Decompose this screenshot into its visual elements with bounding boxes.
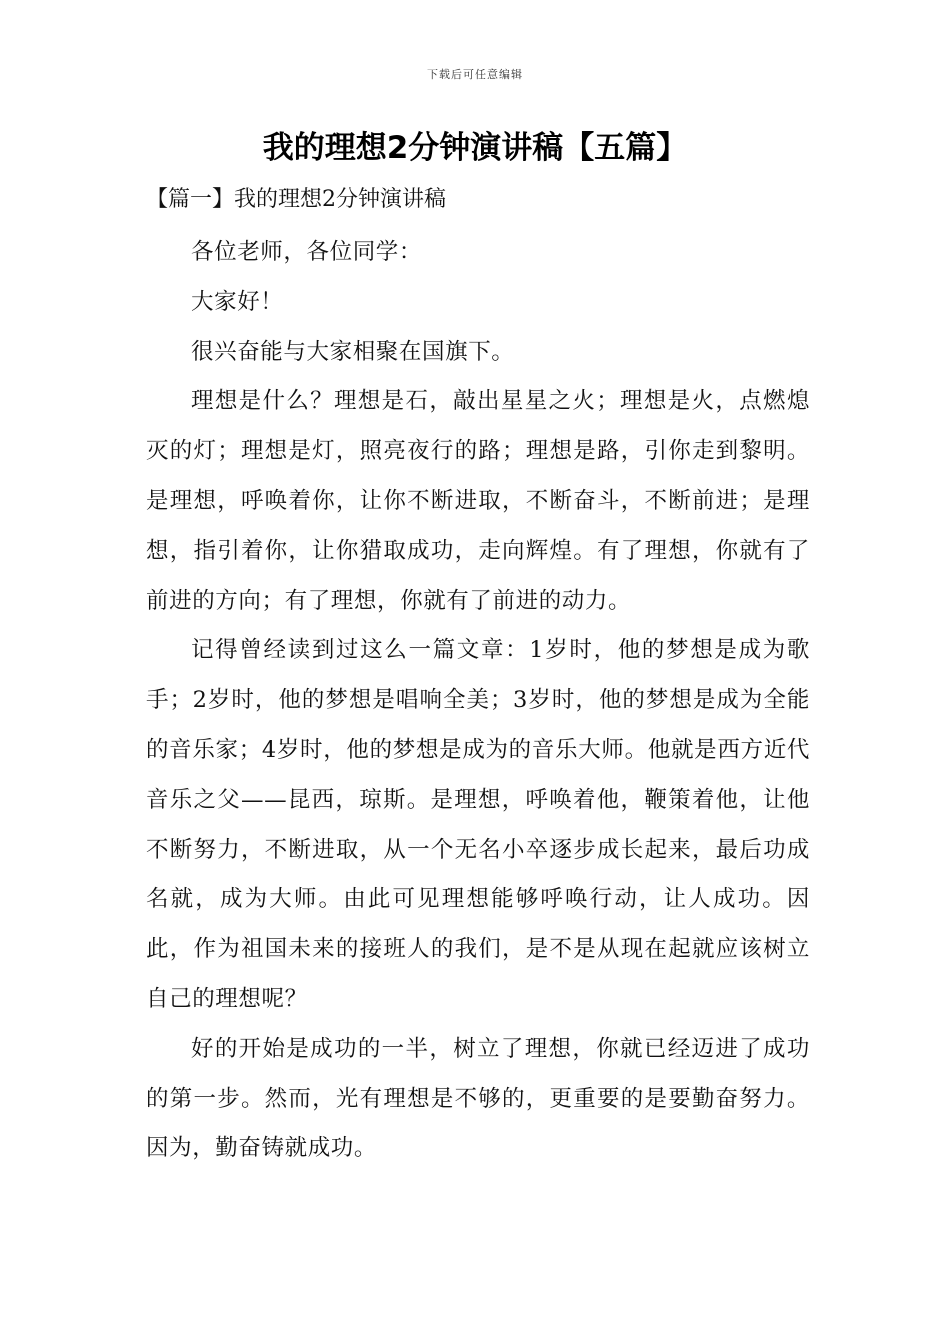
paragraph-intro: 很兴奋能与大家相聚在国旗下。 — [191, 338, 515, 365]
header-note: 下载后可任意编辑 — [427, 68, 523, 81]
paragraph-what-is-ideal: 理想是什么？理想是石，敲出星星之火；理想是火，点燃熄灭的灯；理想是灯，照亮夜行的路；理想是路，引你走到黎明。是理想，呼唤着你，让你不断进取，不断奋斗，不断前进；是理想，指引着你，让你猎取成功，走向辉煌。有了理想，你就有了前进的方向；有了理想，你就有了前进的动力。 — [146, 388, 810, 614]
document-title: 我的理想2分钟演讲稿【五篇】 — [262, 130, 688, 166]
section-heading: 【篇一】我的理想2分钟演讲稿 — [146, 187, 446, 212]
paragraph-hello: 大家好！ — [191, 288, 284, 315]
paragraph-greeting: 各位老师，各位同学： — [191, 239, 423, 265]
paragraph-good-start: 好的开始是成功的一半，树立了理想，你就已经迈进了成功的第一步。然而，光有理想是不够的，更重要的是要勤奋努力。因为，勤奋铸就成功。 — [146, 1035, 810, 1162]
paragraph-story: 记得曾经读到过这么一篇文章：1岁时，他的梦想是成为歌手；2岁时，他的梦想是唱响全美；3岁时，他的梦想是成为全能的音乐家；4岁时，他的梦想是成为的音乐大师。他就是西方近代音乐之父——昆西，琼斯。是理想，呼唤着他，鞭策着他，让他不断努力，不断进取，从一个无名小卒逐步成长起来，最后功成名就，成为大师。由此可见理想能够呼唤行动，让人成功。因此，作为祖国未来的接班人的我们，是不是从现在起就应该树立自己的理想呢？ — [146, 637, 810, 1012]
document-body — [146, 228, 810, 1174]
